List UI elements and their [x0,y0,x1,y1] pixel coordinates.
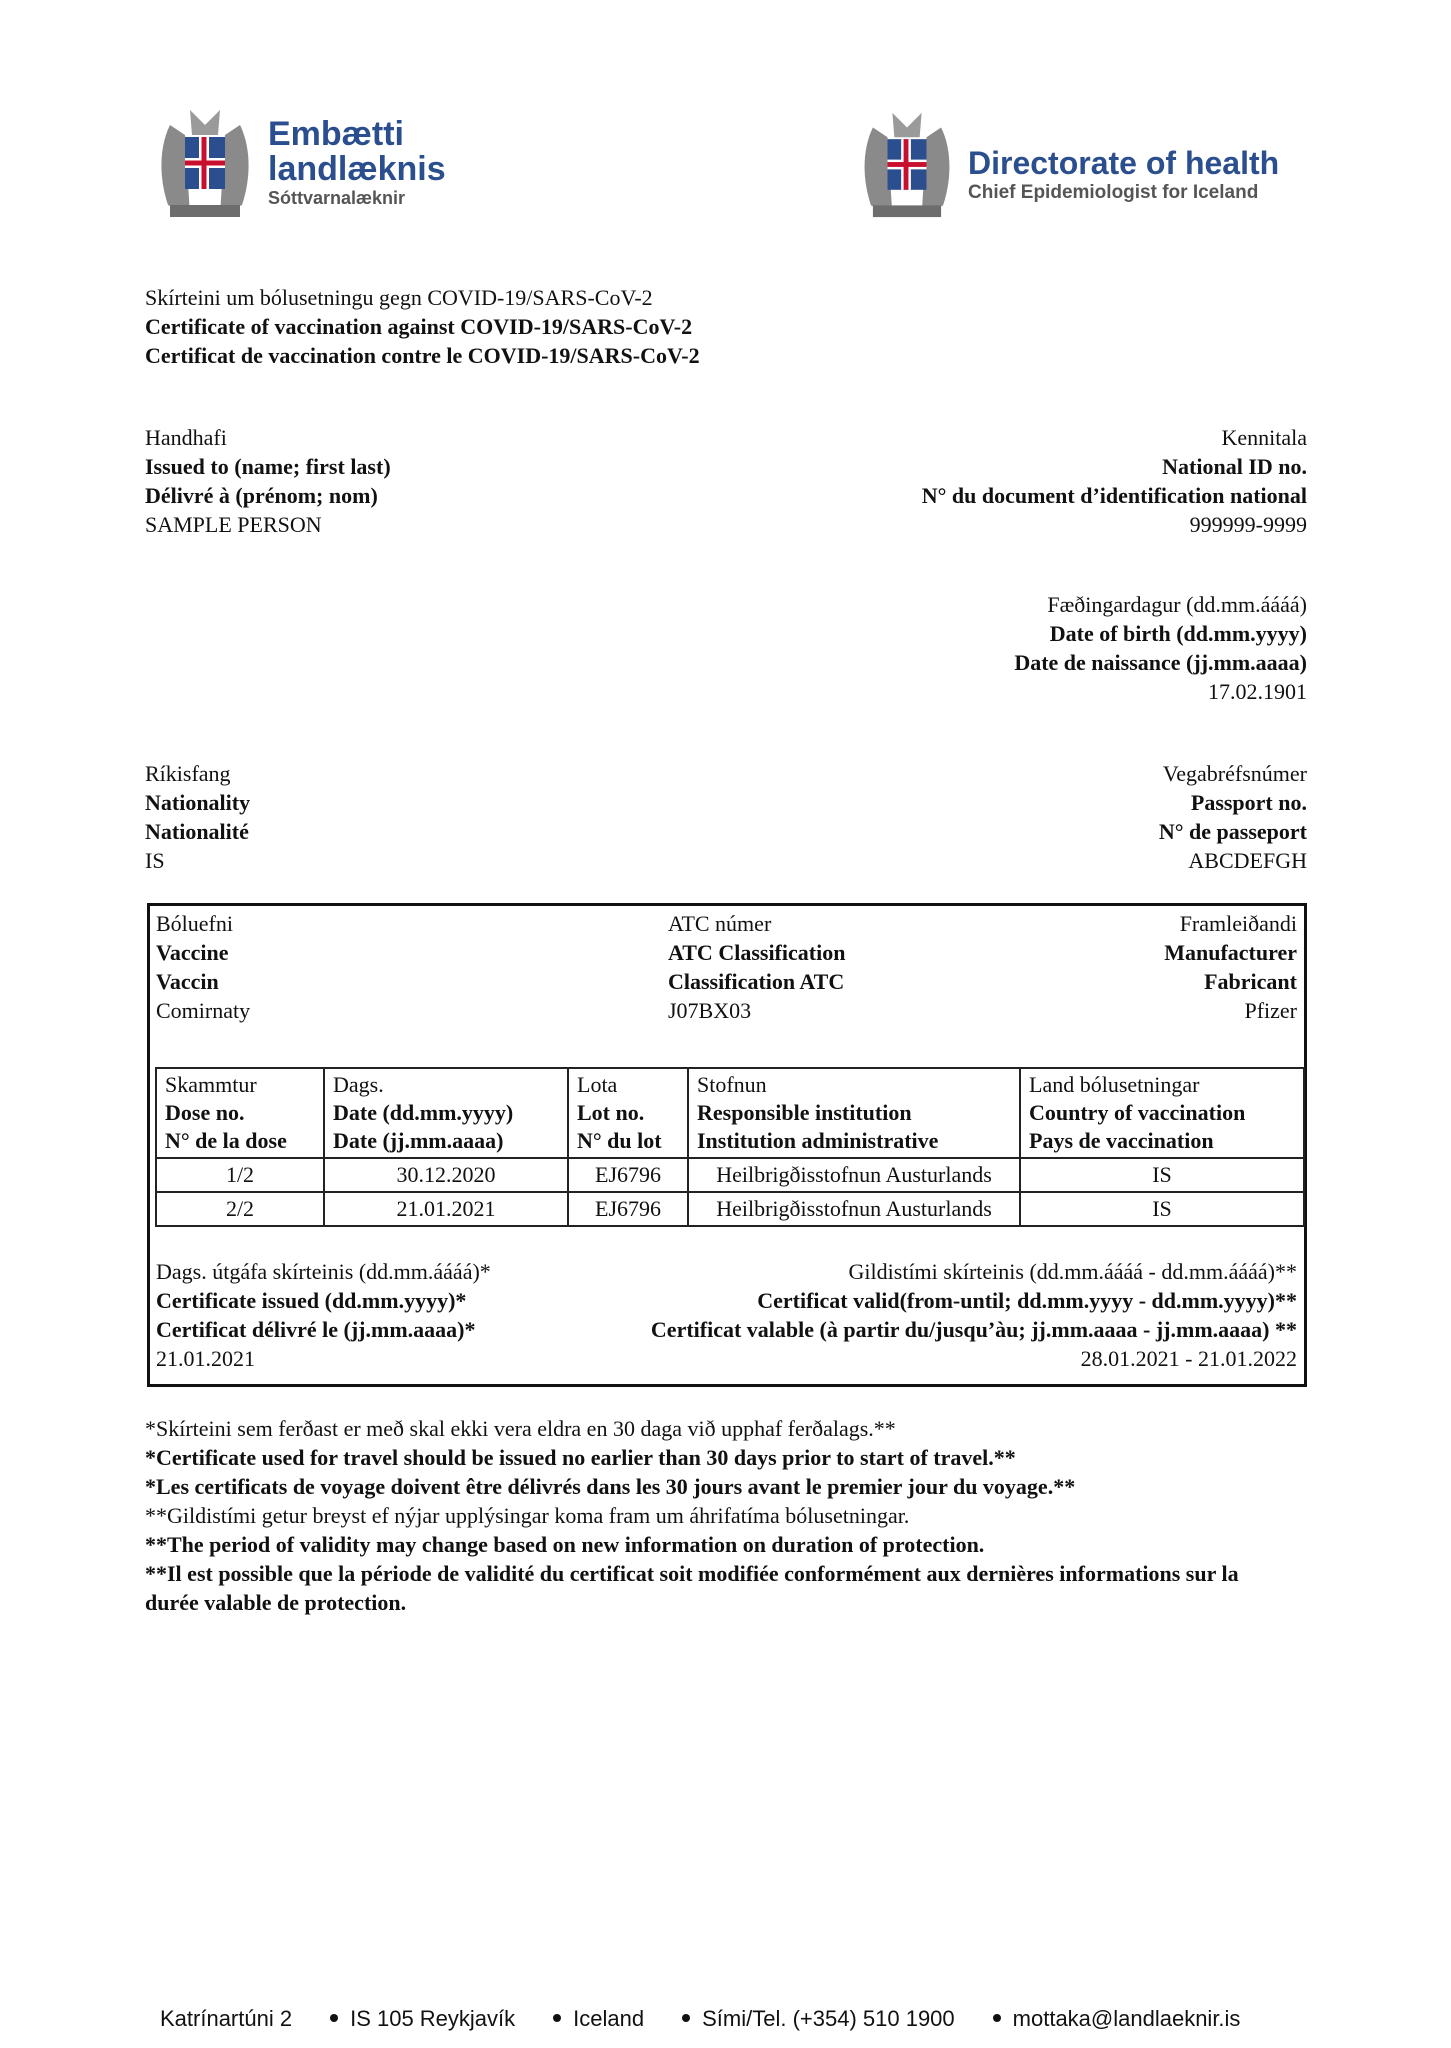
title-fr: Certificat de vaccination contre le COVID-19/SARS-CoV-2 [145,343,700,368]
passport-label-is: Vegabréfsnúmer [1162,761,1307,786]
logo-right-line1: Directorate of health [968,145,1280,181]
notes-block [145,1414,1239,1617]
header-lot-fr: N° du lot [577,1128,662,1153]
valid-label-is: Gildistími skírteinis (dd.mm.áááá - dd.mm.áááá)** [848,1259,1297,1284]
passport-label-en: Passport no. [1190,790,1307,815]
header-lot-en: Lot no. [577,1100,645,1125]
holder-value: SAMPLE PERSON [145,512,322,537]
passport-value: ABCDEFGH [1188,848,1307,873]
header-country-is: Land bólusetningar [1029,1072,1200,1097]
logo-directorate-of-health [852,108,1279,220]
header-date-en: Date (dd.mm.yyyy) [333,1100,514,1125]
passport-label-fr: N° de passeport [1158,819,1307,844]
date-cell: 30.12.2020 [324,1158,568,1192]
note-line: **The period of validity may change based on new information on duration of protection. [145,1532,985,1557]
note-line: *Les certificats de voyage doivent être délivrés dans les 30 jours avant le premier jour du voyage.** [145,1474,1076,1499]
nationality-label-en: Nationality [145,790,251,815]
issued-block [156,1257,491,1373]
coat-of-arms-icon [150,105,260,220]
lot-cell: EJ6796 [568,1158,688,1192]
holder-label-fr: Délivré à (prénom; nom) [145,483,378,508]
note-line: *Certificate used for travel should be issued no earlier than 30 days prior to start of travel.** [145,1445,1016,1470]
header-date-fr: Date (jj.mm.aaaa) [333,1128,504,1153]
atc-value: J07BX03 [668,998,752,1023]
logo-left-line2: landlæknis [268,149,446,188]
national-id-label-fr: N° du document d’identification national [921,483,1307,508]
manufacturer-value: Pfizer [1244,998,1297,1023]
nationality-label-fr: Nationalité [145,819,249,844]
footer-address: Katrínartúni 2 [160,2006,293,2031]
header-date-is: Dags. [333,1072,384,1097]
footer-phone: Sími/Tel. (+354) 510 1900 [702,2006,955,2031]
national-id-label-en: National ID no. [1162,454,1307,479]
vaccine-label-en: Vaccine [156,940,229,965]
footer-postal: IS 105 Reykjavík [350,2006,516,2031]
title-is: Skírteini um bólusetningu gegn COVID-19/SARS-CoV-2 [145,285,653,310]
dose-cell: 2/2 [156,1192,324,1226]
note-line: *Skírteini sem ferðast er með skal ekki vera eldra en 30 daga við upphaf ferðalags.** [145,1416,896,1441]
dose-table [155,1067,1305,1227]
logo-left-line3: Sóttvarnalæknir [268,187,406,208]
valid-block [651,1257,1297,1373]
header-lot-is: Lota [577,1072,618,1097]
national-id-value: 999999-9999 [1189,512,1307,537]
header-institution-is: Stofnun [697,1072,767,1097]
header-dose [156,1068,324,1158]
dose-cell: 1/2 [156,1158,324,1192]
country-cell: IS [1020,1192,1304,1226]
dob-value: 17.02.1901 [1208,679,1307,704]
header-country [1020,1068,1304,1158]
holder-label-is: Handhafi [145,425,227,450]
atc-label-is: ATC númer [668,911,772,936]
dob-label-fr: Date de naissance (jj.mm.aaaa) [1014,650,1307,675]
vaccine-block [156,909,250,1025]
valid-label-fr: Certificat valable (à partir du/jusqu’àu; jj.mm.aaaa - jj.mm.aaaa) ** [650,1317,1297,1342]
valid-label-en: Certificat valid(from-until; dd.mm.yyyy - dd.mm.yyyy)** [757,1288,1297,1313]
bullet-icon [330,2014,338,2022]
issued-label-fr: Certificat délivré le (jj.mm.aaaa)* [156,1317,476,1342]
valid-value: 28.01.2021 - 21.01.2022 [1080,1346,1297,1371]
nationality-label-is: Ríkisfang [145,761,231,786]
dob-label-en: Date of birth (dd.mm.yyyy) [1049,621,1307,646]
manufacturer-label-en: Manufacturer [1164,940,1297,965]
header-lot [568,1068,688,1158]
table-row [156,1192,1304,1226]
header-dose-fr: N° de la dose [165,1128,287,1153]
institution-cell: Heilbrigðisstofnun Austurlands [688,1158,1020,1192]
dose-table-header [156,1068,1304,1158]
manufacturer-label-fr: Fabricant [1204,969,1297,994]
certificate-title [145,283,700,370]
vaccine-label-is: Bóluefni [156,911,233,936]
bullet-icon [553,2014,561,2022]
holder-label-en: Issued to (name; first last) [145,454,391,479]
header-dose-en: Dose no. [165,1100,245,1125]
table-row [156,1158,1304,1192]
issued-value: 21.01.2021 [156,1346,255,1371]
issued-label-is: Dags. útgáfa skírteinis (dd.mm.áááá)* [156,1259,491,1284]
passport-block [1159,759,1307,875]
nationality-value: IS [145,848,165,873]
title-en: Certificate of vaccination against COVID-19/SARS-CoV-2 [145,314,693,339]
holder-block [145,423,391,539]
dob-label-is: Fæðingardagur (dd.mm.áááá) [1047,592,1307,617]
atc-block [668,909,845,1025]
footer [160,2006,1268,2032]
country-cell: IS [1020,1158,1304,1192]
bullet-icon [682,2014,690,2022]
atc-label-fr: Classification ATC [668,969,845,994]
header-date [324,1068,568,1158]
manufacturer-block [1164,909,1297,1025]
institution-cell: Heilbrigðisstofnun Austurlands [688,1192,1020,1226]
note-line: durée valable de protection. [145,1590,407,1615]
footer-country: Iceland [573,2006,645,2031]
logo-right-line2: Chief Epidemiologist for Iceland [968,182,1259,203]
header-country-fr: Pays de vaccination [1029,1128,1214,1153]
logo-embaetti-landlaeknis [150,105,446,220]
coat-of-arms-icon [852,108,962,220]
nationality-block [145,759,250,875]
lot-cell: EJ6796 [568,1192,688,1226]
note-line: **Gildistími getur breyst ef nýjar upplýsingar koma fram um áhrifatíma bólusetningar. [145,1503,910,1528]
issued-label-en: Certificate issued (dd.mm.yyyy)* [156,1288,467,1313]
vaccine-label-fr: Vaccin [156,969,219,994]
footer-email[interactable]: mottaka@landlaeknir.is [1012,2006,1241,2031]
national-id-label-is: Kennitala [1221,425,1307,450]
vaccine-value: Comirnaty [156,998,251,1023]
header-institution [688,1068,1020,1158]
logo-left-line1: Embætti [268,114,404,153]
note-line: **Il est possible que la période de validité du certificat soit modifiée conformément aux dernières informations sur la [145,1561,1239,1586]
dob-block [1014,590,1307,706]
header-country-en: Country of vaccination [1029,1100,1246,1125]
atc-label-en: ATC Classification [668,940,846,965]
manufacturer-label-is: Framleiðandi [1179,911,1297,936]
date-cell: 21.01.2021 [324,1192,568,1226]
national-id-block [922,423,1307,539]
header-institution-fr: Institution administrative [697,1128,939,1153]
header-dose-is: Skammtur [165,1072,257,1097]
bullet-icon [993,2014,1001,2022]
header-institution-en: Responsible institution [697,1100,912,1125]
